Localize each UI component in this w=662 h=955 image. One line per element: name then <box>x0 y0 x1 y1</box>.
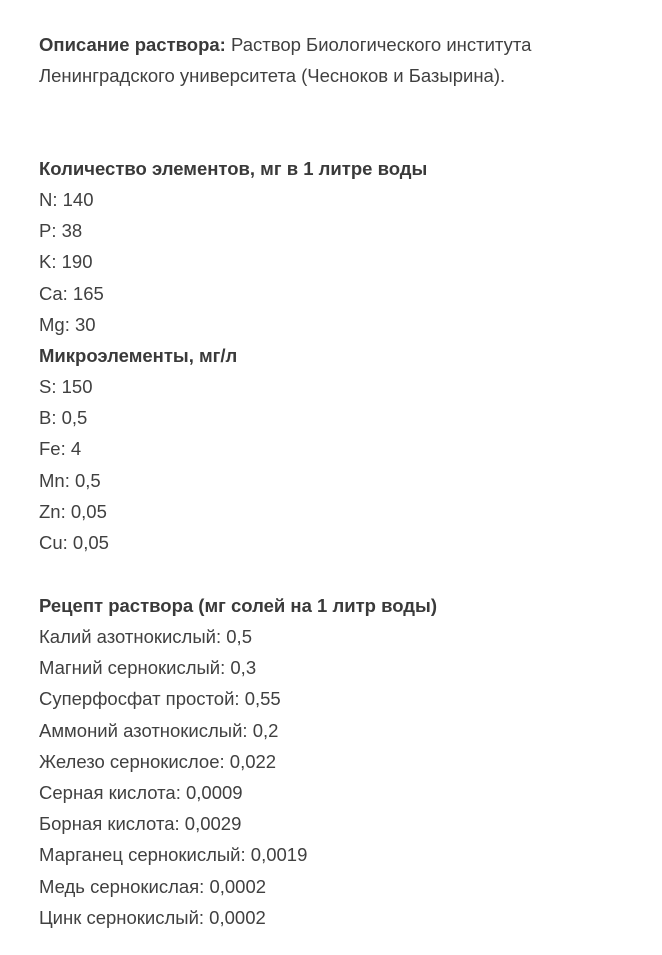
spacer <box>39 91 639 153</box>
recipe-item: Борная кислота: 0,0029 <box>39 813 242 835</box>
recipe-item: Аммоний азотнокислый: 0,2 <box>39 719 279 741</box>
micro-element-b: B: 0,5 <box>39 407 88 429</box>
solution-article <box>39 29 639 933</box>
micro-element-cu: Cu: 0,05 <box>39 531 109 553</box>
micro-element-zn: Zn: 0,05 <box>39 500 107 522</box>
micro-element-fe: Fe: 4 <box>39 438 82 460</box>
macro-element-p: P: 38 <box>39 220 83 242</box>
recipe-item: Цинк сернокислый: 0,0002 <box>39 906 266 928</box>
recipe-item: Магний сернокислый: 0,3 <box>39 657 257 679</box>
recipe-item: Калий азотнокислый: 0,5 <box>39 626 252 648</box>
recipe-item: Суперфосфат простой: 0,55 <box>39 688 281 710</box>
solution-description <box>39 29 639 91</box>
macro-element-n: N: 140 <box>39 189 94 210</box>
macro-element-mg: Mg: 30 <box>39 313 96 335</box>
description-text: Раствор Биологического института Ленинградского университета (Чесноков и Базырина). <box>39 34 532 86</box>
recipe-item: Серная кислота: 0,0009 <box>39 782 243 803</box>
micro-element-s: S: 150 <box>39 375 93 397</box>
recipe-item: Медь сернокислая: 0,0002 <box>39 875 267 897</box>
description-label: Описание раствора: <box>39 34 226 55</box>
micro-elements-title: Микроэлементы, мг/л <box>39 344 238 366</box>
macro-element-ca: Ca: 165 <box>39 282 104 304</box>
macro-element-k: K: 190 <box>39 251 93 273</box>
recipe-title: Рецепт раствора (мг солей на 1 литр воды) <box>39 595 437 617</box>
recipe-item: Железо сернокислое: 0,022 <box>39 750 277 772</box>
recipe-item: Марганец сернокислый: 0,0019 <box>39 844 308 866</box>
spacer <box>39 558 639 590</box>
micro-element-mn: Mn: 0,5 <box>39 469 101 491</box>
macro-elements-title: Количество элементов, мг в 1 литре воды <box>39 158 428 179</box>
